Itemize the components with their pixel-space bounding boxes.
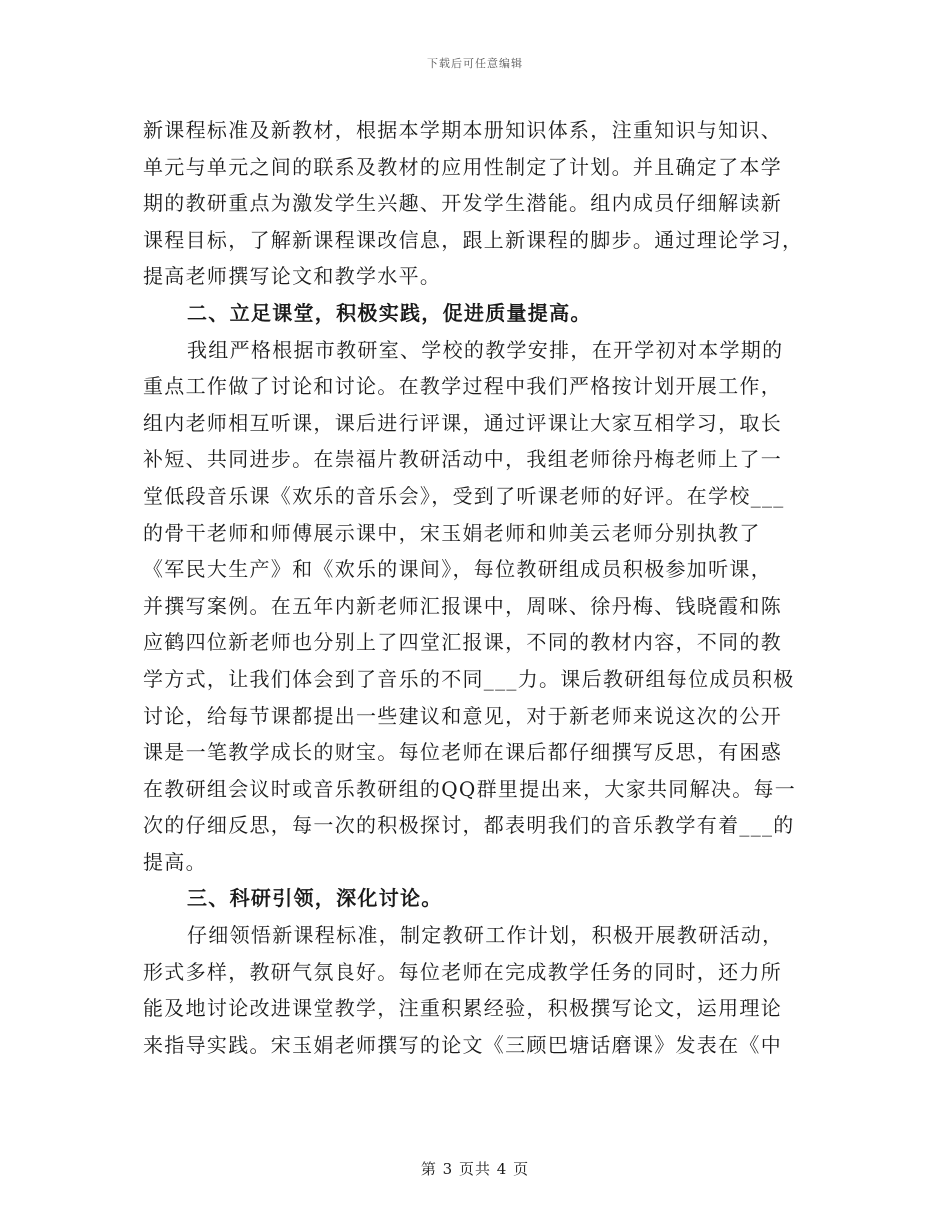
text-line: 应鹤四位新老师也分别上了四堂汇报课，不同的教材内容，不同的教: [143, 630, 782, 655]
text-line: 课程目标，了解新课程课改信息，跟上新课程的脚步。通过理论学习，: [143, 227, 804, 252]
text-line: 补短、共同进步。在崇福片教研活动中，我组老师徐丹梅老师上了一: [143, 447, 782, 472]
text-line: 堂低段音乐课《欢乐的音乐会》，受到了听课老师的好评。在学校___: [143, 483, 785, 508]
document-body: [143, 112, 813, 1063]
page-header: 下载后可任意编辑: [427, 57, 523, 70]
text-line: 来指导实践。宋玉娟老师撰写的论文《三顾巴塘话磨课》发表在《中: [143, 1032, 782, 1057]
heading-text: 二、立足课堂，积极实践，促进质量提高。: [187, 300, 592, 325]
text-line: 提高。: [143, 849, 207, 874]
text-line: 并撰写案例。在五年内新老师汇报课中，周咪、徐丹梅、钱晓霞和陈: [143, 593, 782, 618]
text-line: 重点工作做了讨论和讨论。在教学过程中我们严格按计划开展工作，: [143, 374, 782, 399]
text-line: 的骨干老师和师傅展示课中，宋玉娟老师和帅美云老师分别执教了: [143, 520, 761, 545]
text-line: 组内老师相互听课，课后进行评课，通过评课让大家互相学习，取长: [143, 410, 782, 435]
text-line: 仔细领悟新课程标准，制定教研工作计划，积极开展教研活动，: [187, 923, 784, 948]
text-line: 我组严格根据市教研室、学校的教学安排，在开学初对本学期的: [187, 337, 784, 362]
paragraph: [143, 917, 813, 1063]
text-line: 新课程标准及新教材，根据本学期本册知识体系，注重知识与知识、: [143, 118, 782, 142]
paragraph: [143, 112, 813, 295]
text-line: 形式多样，教研气氛良好。每位老师在完成教学任务的同时，还力所: [143, 959, 782, 984]
text-line: 能及地讨论改进课堂教学，注重积累经验，积极撰写论文，运用理论: [143, 996, 782, 1021]
heading-text: 三、科研引领，深化讨论。: [187, 886, 443, 911]
paragraph: [143, 332, 813, 881]
text-line: 提高老师撰写论文和教学水平。: [143, 264, 442, 289]
text-line: 单元与单元之间的联系及教材的应用性制定了计划。并且确定了本学: [143, 154, 782, 179]
text-line: 次的仔细反思，每一次的积极探讨，都表明我们的音乐教学有着___的: [143, 813, 795, 838]
section-heading: [143, 295, 813, 332]
text-line: 在教研组会议时或音乐教研组的QQ群里提出来，大家共同解决。每一: [143, 776, 797, 801]
text-line: 《军民大生产》和《欢乐的课间》，每位教研组成员积极参加听课，: [143, 557, 772, 582]
page-footer: 第 3 页共 4 页: [420, 1160, 530, 1178]
section-heading: [143, 880, 813, 917]
text-line: 讨论，给每节课都提出一些建议和意见，对于新老师来说这次的公开: [143, 703, 782, 728]
text-line: 学方式，让我们体会到了音乐的不同___力。课后教研组每位成员积极: [143, 666, 795, 691]
text-line: 期的教研重点为激发学生兴趣、开发学生潜能。组内成员仔细解读新: [143, 191, 782, 216]
text-line: 课是一笔教学成长的财宝。每位老师在课后都仔细撰写反思，有困惑: [143, 740, 782, 765]
